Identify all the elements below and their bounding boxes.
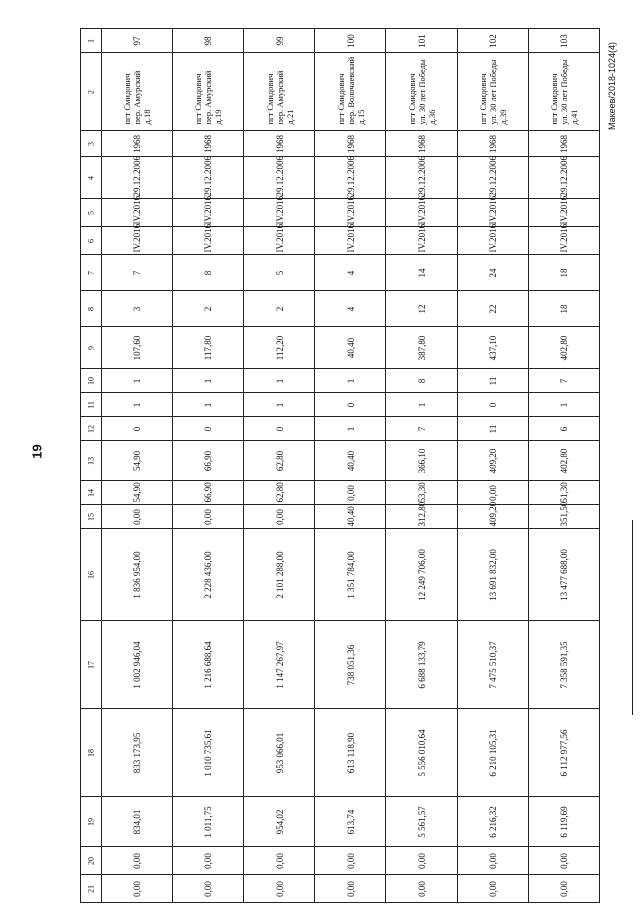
cell-c21: 0,00 bbox=[172, 875, 243, 903]
cell-year: 1968 bbox=[528, 131, 599, 157]
cell-c11: 1 bbox=[386, 393, 457, 417]
column-number: 1 bbox=[81, 29, 102, 53]
cell-c12: 6 bbox=[528, 417, 599, 441]
cell-c19: 1 011,75 bbox=[172, 797, 243, 847]
cell-c16: 2 228 436,00 bbox=[172, 529, 243, 621]
cell-c18: 5 556 010,64 bbox=[386, 709, 457, 797]
cell-date: 29.12.2006 bbox=[315, 157, 386, 199]
cell-c11: 1 bbox=[172, 393, 243, 417]
cell-c21: 0,00 bbox=[101, 875, 172, 903]
street-text: пер. Волочаевский д.15 bbox=[345, 56, 366, 124]
cell-c7: 18 bbox=[528, 255, 599, 291]
table-row bbox=[172, 29, 243, 903]
street-text: пер. Амурский д.19 bbox=[202, 70, 223, 124]
cell-q2: IV.2016 bbox=[243, 227, 314, 255]
cell-c7: 14 bbox=[386, 255, 457, 291]
cell-c7: 8 bbox=[172, 255, 243, 291]
cell-c15: 0,00 bbox=[101, 505, 172, 529]
table-row bbox=[243, 29, 314, 903]
column-number: 16 bbox=[81, 529, 102, 621]
cell-q1: IV.2016 bbox=[457, 199, 528, 227]
cell-c21: 0,00 bbox=[315, 875, 386, 903]
page-number: 19 bbox=[29, 444, 45, 459]
cell-c7: 4 bbox=[315, 255, 386, 291]
cell-c12: 11 bbox=[457, 417, 528, 441]
cell-c20: 0,00 bbox=[457, 847, 528, 875]
table-row bbox=[386, 29, 457, 903]
margin-rule bbox=[632, 520, 633, 715]
column-number: 19 bbox=[81, 797, 102, 847]
cell-c17: 7 358 591,35 bbox=[528, 621, 599, 709]
cell-c15: 351,50 bbox=[528, 505, 599, 529]
cell-c15: 409,20 bbox=[457, 505, 528, 529]
cell-date: 29.12.2006 bbox=[386, 157, 457, 199]
cell-c7: 24 bbox=[457, 255, 528, 291]
cell-year: 1968 bbox=[315, 131, 386, 157]
column-number: 5 bbox=[81, 199, 102, 227]
cell-c17: 6 688 133,79 bbox=[386, 621, 457, 709]
cell-q2: IV.2016 bbox=[172, 227, 243, 255]
cell-c13: 366,10 bbox=[386, 441, 457, 481]
cell-n: 98 bbox=[172, 29, 243, 53]
table-row bbox=[101, 29, 172, 903]
settlement-text: пгт Смидович bbox=[121, 73, 132, 124]
cell-c8: 2 bbox=[172, 291, 243, 327]
cell-c20: 0,00 bbox=[315, 847, 386, 875]
cell-c17: 1 216 688,64 bbox=[172, 621, 243, 709]
cell-c13: 40,40 bbox=[315, 441, 386, 481]
cell-c8: 22 bbox=[457, 291, 528, 327]
address-cell bbox=[315, 53, 386, 131]
cell-q2: IV.2016 bbox=[101, 227, 172, 255]
cell-c11: 0 bbox=[315, 393, 386, 417]
cell-c16: 13 691 832,00 bbox=[457, 529, 528, 621]
cell-c19: 6 119,69 bbox=[528, 797, 599, 847]
street-text: ул. 30 лет Победы д.36 bbox=[416, 58, 437, 124]
column-number: 20 bbox=[81, 847, 102, 875]
cell-c21: 0,00 bbox=[386, 875, 457, 903]
column-number: 15 bbox=[81, 505, 102, 529]
column-number: 11 bbox=[81, 393, 102, 417]
cell-c9: 387,80 bbox=[386, 327, 457, 369]
cell-c18: 6 112 977,56 bbox=[528, 709, 599, 797]
cell-c19: 5 561,57 bbox=[386, 797, 457, 847]
street-text: пер. Амурский д.21 bbox=[274, 70, 295, 124]
cell-date: 29.12.2006 bbox=[528, 157, 599, 199]
cell-c9: 117,80 bbox=[172, 327, 243, 369]
cell-c8: 12 bbox=[386, 291, 457, 327]
address-cell bbox=[528, 53, 599, 131]
cell-year: 1968 bbox=[101, 131, 172, 157]
cell-c8: 3 bbox=[101, 291, 172, 327]
cell-c10: 8 bbox=[386, 369, 457, 393]
cell-c16: 2 101 288,00 bbox=[243, 529, 314, 621]
cell-c16: 12 249 706,00 bbox=[386, 529, 457, 621]
cell-c12: 0 bbox=[172, 417, 243, 441]
column-number: 18 bbox=[81, 709, 102, 797]
cell-c21: 0,00 bbox=[528, 875, 599, 903]
cell-c17: 738 051,36 bbox=[315, 621, 386, 709]
cell-c11: 1 bbox=[243, 393, 314, 417]
table-row bbox=[528, 29, 599, 903]
column-number: 4 bbox=[81, 157, 102, 199]
cell-c18: 613 118,90 bbox=[315, 709, 386, 797]
column-number: 9 bbox=[81, 327, 102, 369]
cell-c10: 11 bbox=[457, 369, 528, 393]
address-cell bbox=[172, 53, 243, 131]
cell-c14: 62,80 bbox=[243, 481, 314, 505]
cell-year: 1968 bbox=[172, 131, 243, 157]
cell-c15: 0,00 bbox=[172, 505, 243, 529]
cell-c9: 112,20 bbox=[243, 327, 314, 369]
cell-q2: IV.2016 bbox=[315, 227, 386, 255]
column-number-row bbox=[81, 29, 102, 903]
column-number: 7 bbox=[81, 255, 102, 291]
cell-c8: 2 bbox=[243, 291, 314, 327]
cell-c12: 1 bbox=[315, 417, 386, 441]
column-number: 6 bbox=[81, 227, 102, 255]
settlement-text: пгт Смидович bbox=[406, 73, 417, 124]
address-cell bbox=[243, 53, 314, 131]
housing-table bbox=[80, 28, 600, 903]
cell-c10: 1 bbox=[315, 369, 386, 393]
cell-c16: 1 351 784,00 bbox=[315, 529, 386, 621]
column-number: 12 bbox=[81, 417, 102, 441]
cell-c17: 7 475 510,37 bbox=[457, 621, 528, 709]
cell-c18: 833 173,95 bbox=[101, 709, 172, 797]
cell-c11: 1 bbox=[528, 393, 599, 417]
cell-c8: 18 bbox=[528, 291, 599, 327]
cell-c15: 312,80 bbox=[386, 505, 457, 529]
cell-c16: 13 477 688,00 bbox=[528, 529, 599, 621]
cell-c9: 437,10 bbox=[457, 327, 528, 369]
settlement-text: пгт Смидович bbox=[335, 73, 346, 124]
cell-c16: 1 836 954,00 bbox=[101, 529, 172, 621]
cell-q1: IV.2016 bbox=[101, 199, 172, 227]
cell-c12: 7 bbox=[386, 417, 457, 441]
cell-c10: 1 bbox=[101, 369, 172, 393]
cell-c18: 1 010 735,61 bbox=[172, 709, 243, 797]
column-number: 13 bbox=[81, 441, 102, 481]
cell-c10: 1 bbox=[172, 369, 243, 393]
cell-c9: 40,40 bbox=[315, 327, 386, 369]
cell-c20: 0,00 bbox=[172, 847, 243, 875]
column-number: 3 bbox=[81, 131, 102, 157]
cell-date: 29.12.2006 bbox=[457, 157, 528, 199]
cell-c13: 402,80 bbox=[528, 441, 599, 481]
cell-date: 29.12.2006 bbox=[243, 157, 314, 199]
cell-c10: 1 bbox=[243, 369, 314, 393]
cell-q1: IV.2016 bbox=[243, 199, 314, 227]
cell-c13: 66,90 bbox=[172, 441, 243, 481]
cell-c19: 954,02 bbox=[243, 797, 314, 847]
column-number: 2 bbox=[81, 53, 102, 131]
cell-c7: 7 bbox=[101, 255, 172, 291]
cell-q1: IV.2016 bbox=[528, 199, 599, 227]
cell-c9: 107,60 bbox=[101, 327, 172, 369]
settlement-text: пгт Смидович bbox=[264, 73, 275, 124]
cell-n: 97 bbox=[101, 29, 172, 53]
cell-c15: 40,40 bbox=[315, 505, 386, 529]
cell-c14: 0,00 bbox=[457, 481, 528, 505]
street-text: ул. 30 лет Победы д.41 bbox=[558, 58, 579, 124]
settlement-text: пгт Смидович bbox=[477, 73, 488, 124]
cell-q2: IV.2016 bbox=[386, 227, 457, 255]
cell-n: 101 bbox=[386, 29, 457, 53]
table-area bbox=[80, 28, 600, 897]
cell-c19: 613,74 bbox=[315, 797, 386, 847]
cell-c20: 0,00 bbox=[243, 847, 314, 875]
cell-year: 1968 bbox=[457, 131, 528, 157]
cell-c11: 0 bbox=[457, 393, 528, 417]
cell-n: 99 bbox=[243, 29, 314, 53]
settlement-text: пгт Смидович bbox=[548, 73, 559, 124]
cell-c12: 0 bbox=[101, 417, 172, 441]
cell-c19: 834,01 bbox=[101, 797, 172, 847]
column-number: 14 bbox=[81, 481, 102, 505]
cell-c12: 0 bbox=[243, 417, 314, 441]
address-cell bbox=[386, 53, 457, 131]
cell-c20: 0,00 bbox=[101, 847, 172, 875]
rotated-table-wrapper bbox=[80, 28, 600, 897]
address-cell bbox=[101, 53, 172, 131]
document-reference-text: Макеев/2018-1024(4) bbox=[607, 42, 617, 130]
cell-n: 102 bbox=[457, 29, 528, 53]
document-reference bbox=[602, 0, 618, 905]
cell-q1: IV.2016 bbox=[172, 199, 243, 227]
cell-c18: 953 066,01 bbox=[243, 709, 314, 797]
cell-q2: IV.2016 bbox=[528, 227, 599, 255]
cell-c14: 51,30 bbox=[528, 481, 599, 505]
cell-year: 1968 bbox=[243, 131, 314, 157]
cell-c14: 54,90 bbox=[101, 481, 172, 505]
cell-q1: IV.2016 bbox=[386, 199, 457, 227]
cell-c19: 6 216,32 bbox=[457, 797, 528, 847]
column-number: 8 bbox=[81, 291, 102, 327]
cell-q2: IV.2016 bbox=[457, 227, 528, 255]
cell-n: 100 bbox=[315, 29, 386, 53]
cell-c17: 1 147 267,97 bbox=[243, 621, 314, 709]
cell-c13: 54,90 bbox=[101, 441, 172, 481]
cell-c15: 0,00 bbox=[243, 505, 314, 529]
cell-c21: 0,00 bbox=[457, 875, 528, 903]
settlement-text: пгт Смидович bbox=[192, 73, 203, 124]
cell-date: 29.12.2006 bbox=[172, 157, 243, 199]
cell-c10: 7 bbox=[528, 369, 599, 393]
cell-c20: 0,00 bbox=[386, 847, 457, 875]
street-text: ул. 30 лет Победы д.39 bbox=[487, 58, 508, 124]
cell-c9: 402,80 bbox=[528, 327, 599, 369]
cell-c13: 62,80 bbox=[243, 441, 314, 481]
cell-c7: 5 bbox=[243, 255, 314, 291]
cell-c13: 409,20 bbox=[457, 441, 528, 481]
table-row bbox=[315, 29, 386, 903]
cell-date: 29.12.2006 bbox=[101, 157, 172, 199]
cell-c14: 53,30 bbox=[386, 481, 457, 505]
cell-c14: 0,00 bbox=[315, 481, 386, 505]
column-number: 21 bbox=[81, 875, 102, 903]
cell-c8: 4 bbox=[315, 291, 386, 327]
cell-c14: 66,90 bbox=[172, 481, 243, 505]
cell-c20: 0,00 bbox=[528, 847, 599, 875]
cell-c18: 6 210 105,31 bbox=[457, 709, 528, 797]
cell-c21: 0,00 bbox=[243, 875, 314, 903]
column-number: 10 bbox=[81, 369, 102, 393]
cell-n: 103 bbox=[528, 29, 599, 53]
cell-c11: 1 bbox=[101, 393, 172, 417]
table-row bbox=[457, 29, 528, 903]
address-cell bbox=[457, 53, 528, 131]
column-number: 17 bbox=[81, 621, 102, 709]
street-text: пер. Амурский д.18 bbox=[131, 70, 152, 124]
cell-year: 1968 bbox=[386, 131, 457, 157]
cell-q1: IV.2016 bbox=[315, 199, 386, 227]
cell-c17: 1 002 946,04 bbox=[101, 621, 172, 709]
